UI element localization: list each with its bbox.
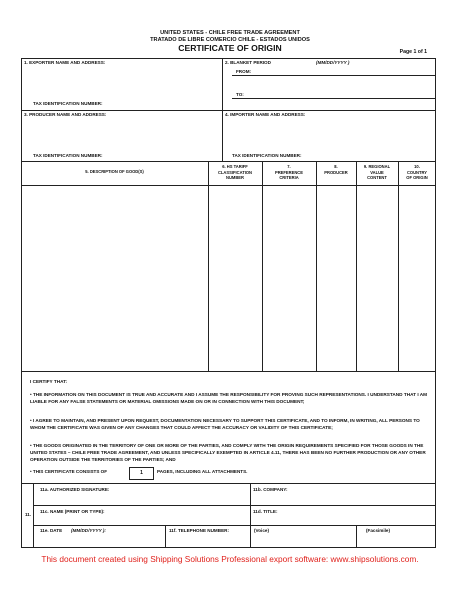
certify-intro: I CERTIFY THAT:	[30, 379, 68, 384]
authorized-signature-field[interactable]: 11a. AUTHORIZED SIGNATURE:	[40, 487, 110, 492]
telephone-field[interactable]: 11f. TELEPHONE NUMBER:	[169, 528, 229, 533]
to-label: TO:	[236, 92, 244, 97]
certify-item-2: • I AGREE TO MAINTAIN, AND PRESENT UPON REQUEST, DOCUMENTATION NECESSARY TO SUPPORT THIS CERTIFICATE, AND TO INFORM, IN WRITING, ALL PERSONS TO WHOM THE CERTIFICATE WAS GIVEN OF ANY CHANGES THAT COULD AFFECT THE ACCURACY OR VALIDITY OF THIS CERTIFICATE;	[30, 418, 420, 431]
importer-label: 4. IMPORTER NAME AND ADDRESS:	[225, 112, 306, 117]
title-field[interactable]: 11d. TITLE:	[253, 509, 278, 514]
signature-section-number: 11.	[25, 512, 32, 517]
company-field[interactable]: 11b. COMPANY:	[253, 487, 288, 492]
pages-prefix: • THIS CERTIFICATE CONSISTS OF	[30, 469, 108, 474]
agreement-title-spanish: TRATADO DE LIBRE COMERCIO CHILE - ESTADOS UNIDOS	[150, 37, 310, 43]
col-country-origin: 10. COUNTRY OF ORIGIN	[406, 164, 428, 181]
date-format: (MM/DD/YYYY ):	[71, 528, 106, 533]
producer-label: 3. PRODUCER NAME AND ADDRESS:	[24, 112, 107, 117]
agreement-title: UNITED STATES - CHILE FREE TRADE AGREEMENT	[160, 30, 300, 36]
document-title: CERTIFICATE OF ORIGIN	[178, 43, 282, 53]
blanket-date-format: (MM/DD/YYYY )	[316, 60, 350, 65]
name-field[interactable]: 11c. NAME (PRINT OR TYPE):	[40, 509, 105, 514]
col-producer: 8. PRODUCER	[324, 164, 348, 175]
certify-item-1: • THE INFORMATION ON THIS DOCUMENT IS TRUE AND ACCURATE AND I ASSUME THE RESPONSIBILITY FOR PROVING SUCH REPRESENTATIONS. I UNDERSTAND THAT I AM LIABLE FOR ANY FALSE STATEMENTS OR MATERIAL OMISSIONS MADE ON OR IN CONNECTION WITH THIS DOCUMENT;	[30, 392, 428, 405]
importer-tax-label: TAX IDENTIFICATION NUMBER:	[232, 153, 302, 158]
col-preference: 7. PREFERENCE CRITERIA	[275, 164, 303, 181]
pages-count-field[interactable]: 1	[129, 467, 154, 480]
from-label: FROM:	[236, 69, 252, 74]
certify-item-3: • THE GOODS ORIGINATED IN THE TERRITORY OF ONE OR MORE OF THE PARTIES, AND COMPLY WITH THE ORIGIN REQUIREMENTS SPECIFIED FOR THOSE GOODS IN THE UNITED STATES – CHILE FREE TRADE AGREEMENT, AND UNLESS SPECIFICALLY EXEMPTED IN ARTICLE 4.11, THERE HAS BEEN NO FURTHER PRODUCTION OR ANY OTHER OPERATION OUTSIDE THE TERRITORIES OF THE PARTIES; AND	[30, 443, 426, 463]
producer-tax-label: TAX IDENTIFICATION NUMBER:	[33, 153, 103, 158]
date-field[interactable]: 11e. DATE	[40, 528, 63, 533]
footer-note: This document created using Shipping Solutions Professional export software: www.shipsolutions.com.	[41, 554, 419, 564]
exporter-tax-label: TAX IDENTIFICATION NUMBER:	[33, 101, 103, 106]
page-indicator: Page 1 of 1	[399, 49, 427, 55]
col-hs-tariff: 6. HS TARIFF CLASSIFICATION NUMBER	[217, 164, 253, 181]
voice-label: (Voice)	[254, 528, 269, 533]
facsimile-label: (Facsimile)	[366, 528, 390, 533]
col-description: 5. DESCRIPTION OF GOOD(S)	[85, 169, 144, 174]
pages-suffix: PAGES, INCLUDING ALL ATTACHMENTS.	[157, 469, 248, 474]
exporter-label: 1. EXPORTER NAME AND ADDRESS:	[24, 60, 106, 65]
col-regional-value: 9. REGIONAL VALUE CONTENT	[363, 164, 391, 181]
blanket-period-label: 2. BLANKET PERIOD	[225, 60, 271, 65]
